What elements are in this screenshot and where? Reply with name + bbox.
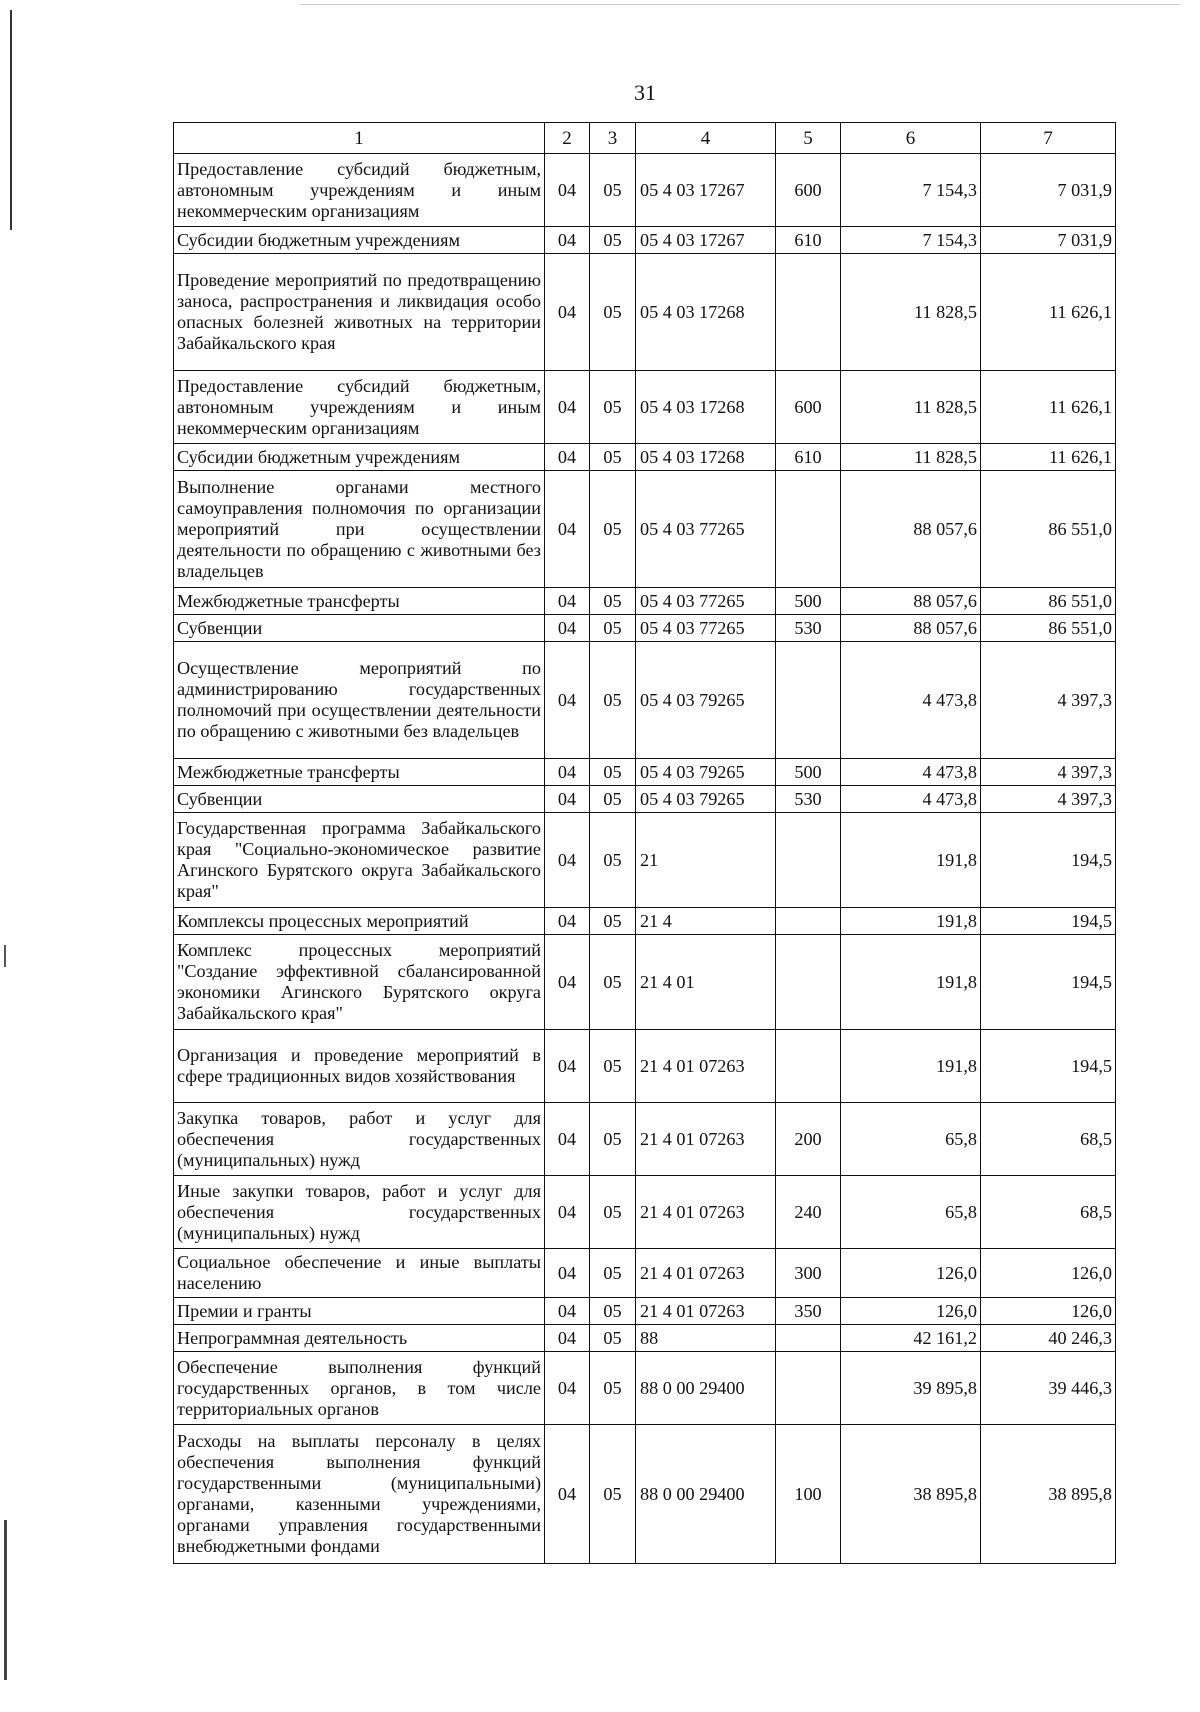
row-pr: 05 [590,813,636,908]
table-row [174,759,1116,786]
row-pr: 05 [590,1298,636,1325]
row-pr: 05 [590,1425,636,1564]
row-name: Обеспечение выполнения функций государственных органов, в том числе территориальных органов [174,1352,545,1425]
row-csr: 05 4 03 79265 [636,642,776,759]
row-sum-1: 126,0 [841,1298,981,1325]
table-row [174,908,1116,935]
row-sum-2: 11 626,1 [981,254,1116,371]
table-row [174,1352,1116,1425]
row-name: Межбюджетные трансферты [174,759,545,786]
header-cell: 7 [981,123,1116,154]
row-sum-2: 194,5 [981,935,1116,1030]
table-row [174,813,1116,908]
row-csr: 05 4 03 17268 [636,444,776,471]
row-rz: 04 [545,371,590,444]
row-rz: 04 [545,908,590,935]
row-pr: 05 [590,908,636,935]
row-vr: 610 [776,444,841,471]
row-csr: 21 4 [636,908,776,935]
table-row [174,1103,1116,1176]
row-pr: 05 [590,471,636,588]
table-row [174,1249,1116,1298]
row-vr: 610 [776,227,841,254]
row-name: Проведение мероприятий по предотвращению заноса, распространения и ликвидация особо опасных болезней животных на территории Забайкальского края [174,254,545,371]
row-sum-1: 65,8 [841,1103,981,1176]
row-name: Комплексы процессных мероприятий [174,908,545,935]
row-rz: 04 [545,642,590,759]
row-sum-1: 4 473,8 [841,759,981,786]
header-cell: 2 [545,123,590,154]
row-csr: 05 4 03 17268 [636,371,776,444]
scan-edge-line [10,10,12,230]
row-vr [776,642,841,759]
row-sum-2: 11 626,1 [981,444,1116,471]
row-name: Организация и проведение мероприятий в сфере традиционных видов хозяйствования [174,1030,545,1103]
header-cell: 3 [590,123,636,154]
table-row [174,1030,1116,1103]
row-rz: 04 [545,759,590,786]
table-header-row [174,123,1116,154]
row-name: Осуществление мероприятий по администрированию государственных полномочий при осуществлении деятельности по обращению с животными без владельцев [174,642,545,759]
row-sum-1: 126,0 [841,1249,981,1298]
row-csr: 05 4 03 79265 [636,786,776,813]
row-rz: 04 [545,1425,590,1564]
row-name: Закупка товаров, работ и услуг для обеспечения государственных (муниципальных) нужд [174,1103,545,1176]
row-pr: 05 [590,615,636,642]
row-pr: 05 [590,227,636,254]
row-sum-2: 194,5 [981,1030,1116,1103]
table-row [174,1325,1116,1352]
row-csr: 21 4 01 07263 [636,1249,776,1298]
row-vr [776,471,841,588]
row-sum-1: 7 154,3 [841,154,981,227]
row-sum-1: 191,8 [841,908,981,935]
row-sum-2: 126,0 [981,1249,1116,1298]
row-sum-1: 11 828,5 [841,254,981,371]
row-sum-2: 68,5 [981,1176,1116,1249]
row-name: Премии и гранты [174,1298,545,1325]
row-name: Субсидии бюджетным учреждениям [174,444,545,471]
row-vr [776,908,841,935]
row-sum-2: 7 031,9 [981,227,1116,254]
row-name: Предоставление субсидий бюджетным, автономным учреждениям и иным некоммерческим организациям [174,371,545,444]
row-rz: 04 [545,615,590,642]
row-rz: 04 [545,1352,590,1425]
row-vr: 600 [776,154,841,227]
row-rz: 04 [545,786,590,813]
row-sum-1: 88 057,6 [841,615,981,642]
row-sum-1: 4 473,8 [841,786,981,813]
table-row [174,642,1116,759]
row-name: Расходы на выплаты персоналу в целях обеспечения выполнения функций государственными (муниципальными) органами, казенными учреждениями, органами управления государственными внебюджетными фондами [174,1425,545,1564]
row-rz: 04 [545,1176,590,1249]
row-rz: 04 [545,1249,590,1298]
row-name: Субсидии бюджетным учреждениям [174,227,545,254]
table-row [174,227,1116,254]
row-name: Государственная программа Забайкальского края "Социально-экономическое развитие Агинского Бурятского округа Забайкальского края" [174,813,545,908]
row-vr: 200 [776,1103,841,1176]
row-csr: 05 4 03 77265 [636,615,776,642]
row-sum-2: 38 895,8 [981,1425,1116,1564]
scan-border-top [300,4,1180,5]
row-sum-1: 39 895,8 [841,1352,981,1425]
row-rz: 04 [545,154,590,227]
row-sum-1: 11 828,5 [841,371,981,444]
row-csr: 88 [636,1325,776,1352]
row-csr: 05 4 03 79265 [636,759,776,786]
budget-table [173,122,1116,1564]
row-pr: 05 [590,588,636,615]
row-vr [776,935,841,1030]
row-pr: 05 [590,1103,636,1176]
row-vr [776,813,841,908]
row-sum-2: 194,5 [981,813,1116,908]
row-vr: 300 [776,1249,841,1298]
row-csr: 21 4 01 07263 [636,1030,776,1103]
row-name: Предоставление субсидий бюджетным, автономным учреждениям и иным некоммерческим организациям [174,154,545,227]
row-sum-2: 68,5 [981,1103,1116,1176]
row-pr: 05 [590,1249,636,1298]
row-pr: 05 [590,154,636,227]
row-vr [776,1325,841,1352]
row-csr: 05 4 03 17267 [636,227,776,254]
row-name: Иные закупки товаров, работ и услуг для обеспечения государственных (муниципальных) нужд [174,1176,545,1249]
row-name: Непрограммная деятельность [174,1325,545,1352]
table-row [174,444,1116,471]
row-name: Межбюджетные трансферты [174,588,545,615]
row-sum-2: 39 446,3 [981,1352,1116,1425]
row-rz: 04 [545,227,590,254]
row-sum-2: 126,0 [981,1298,1116,1325]
row-csr: 21 4 01 07263 [636,1176,776,1249]
header-cell: 6 [841,123,981,154]
row-pr: 05 [590,1352,636,1425]
row-vr: 530 [776,786,841,813]
row-csr: 88 0 00 29400 [636,1352,776,1425]
row-sum-2: 7 031,9 [981,154,1116,227]
row-pr: 05 [590,371,636,444]
row-vr: 600 [776,371,841,444]
row-pr: 05 [590,1030,636,1103]
page-number: 31 [634,80,656,105]
row-sum-2: 11 626,1 [981,371,1116,444]
row-pr: 05 [590,935,636,1030]
row-sum-2: 4 397,3 [981,759,1116,786]
table-row [174,371,1116,444]
row-csr: 21 4 01 07263 [636,1103,776,1176]
row-vr [776,254,841,371]
row-sum-1: 38 895,8 [841,1425,981,1564]
row-csr: 21 4 01 [636,935,776,1030]
table-row [174,786,1116,813]
row-vr: 500 [776,759,841,786]
row-vr [776,1352,841,1425]
row-sum-2: 194,5 [981,908,1116,935]
row-sum-2: 4 397,3 [981,642,1116,759]
row-sum-1: 65,8 [841,1176,981,1249]
row-rz: 04 [545,254,590,371]
table-row [174,935,1116,1030]
row-sum-2: 86 551,0 [981,615,1116,642]
row-sum-2: 86 551,0 [981,471,1116,588]
row-csr: 21 [636,813,776,908]
table-row [174,1298,1116,1325]
row-sum-1: 4 473,8 [841,642,981,759]
row-rz: 04 [545,471,590,588]
table-row [174,1425,1116,1564]
row-rz: 04 [545,935,590,1030]
table-row [174,254,1116,371]
row-sum-1: 11 828,5 [841,444,981,471]
row-rz: 04 [545,1030,590,1103]
row-rz: 04 [545,813,590,908]
row-name: Выполнение органами местного самоуправления полномочия по организации мероприятий при осуществлении деятельности по обращению с животными без владельцев [174,471,545,588]
row-name: Субвенции [174,615,545,642]
row-pr: 05 [590,254,636,371]
row-vr [776,1030,841,1103]
row-pr: 05 [590,1176,636,1249]
row-csr: 21 4 01 07263 [636,1298,776,1325]
row-sum-1: 7 154,3 [841,227,981,254]
row-pr: 05 [590,786,636,813]
row-pr: 05 [590,759,636,786]
scan-edge-line-bottom [4,1520,7,1680]
table-row [174,588,1116,615]
row-sum-1: 88 057,6 [841,471,981,588]
row-rz: 04 [545,588,590,615]
scan-edge-mark [4,945,6,967]
row-vr: 500 [776,588,841,615]
row-sum-2: 86 551,0 [981,588,1116,615]
row-csr: 05 4 03 17267 [636,154,776,227]
header-cell: 5 [776,123,841,154]
row-sum-2: 40 246,3 [981,1325,1116,1352]
table-row [174,471,1116,588]
row-sum-1: 191,8 [841,813,981,908]
row-pr: 05 [590,444,636,471]
row-sum-1: 191,8 [841,935,981,1030]
row-name: Социальное обеспечение и иные выплаты населению [174,1249,545,1298]
row-vr: 100 [776,1425,841,1564]
row-rz: 04 [545,1103,590,1176]
row-pr: 05 [590,642,636,759]
row-vr: 530 [776,615,841,642]
row-csr: 05 4 03 77265 [636,588,776,615]
row-rz: 04 [545,1298,590,1325]
row-sum-1: 191,8 [841,1030,981,1103]
header-cell: 4 [636,123,776,154]
row-csr: 05 4 03 77265 [636,471,776,588]
row-vr: 350 [776,1298,841,1325]
header-cell: 1 [174,123,545,154]
row-rz: 04 [545,1325,590,1352]
row-sum-2: 4 397,3 [981,786,1116,813]
table-row [174,1176,1116,1249]
row-vr: 240 [776,1176,841,1249]
row-pr: 05 [590,1325,636,1352]
row-name: Комплекс процессных мероприятий "Создание эффективной сбалансированной экономики Агинского Бурятского округа Забайкальского края" [174,935,545,1030]
row-csr: 05 4 03 17268 [636,254,776,371]
table-row [174,154,1116,227]
row-csr: 88 0 00 29400 [636,1425,776,1564]
row-sum-1: 88 057,6 [841,588,981,615]
table-row [174,615,1116,642]
row-rz: 04 [545,444,590,471]
row-sum-1: 42 161,2 [841,1325,981,1352]
row-name: Субвенции [174,786,545,813]
